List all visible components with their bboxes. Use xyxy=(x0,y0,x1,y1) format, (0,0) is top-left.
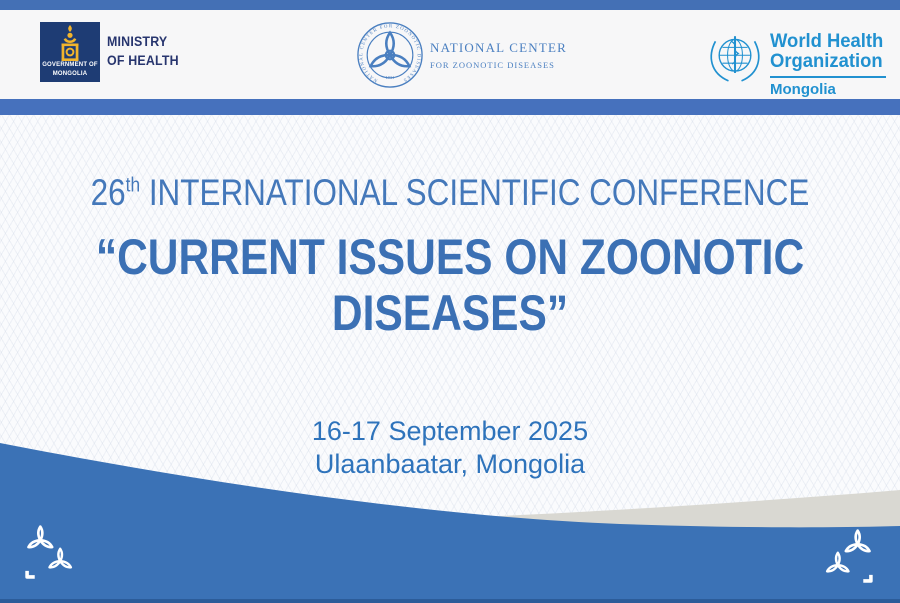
conference-number: 26 xyxy=(90,172,126,213)
who-emblem-icon xyxy=(706,32,764,86)
event-date: 16-17 September 2025 xyxy=(311,416,589,446)
nczd-name-line-2: FOR ZOONOTIC DISEASES xyxy=(430,60,555,70)
bottom-wave-graphic xyxy=(0,438,900,603)
event-location: Ulaanbaatar, Mongolia xyxy=(314,448,586,479)
caption-line-2: MONGOLIA xyxy=(52,71,88,77)
triquetra-knot-icon xyxy=(22,524,78,580)
theme-line-2: DISEASES” xyxy=(331,285,569,341)
conference-heading-rest: INTERNATIONAL SCIENTIFIC CONFERENCE xyxy=(140,172,810,213)
nczd-seal-icon xyxy=(356,21,424,89)
nczd-logo xyxy=(356,21,567,89)
ministry-name-line-2: OF HEALTH xyxy=(107,53,179,68)
logo-band xyxy=(0,10,900,99)
who-country: Mongolia xyxy=(770,81,836,99)
ministry-name xyxy=(107,33,179,71)
top-accent-bar xyxy=(0,0,900,10)
soyombo-icon xyxy=(57,25,83,63)
seal-ring-text: NATIONAL CENTER FOR ZOONOTIC DISEASES xyxy=(359,24,421,83)
caption-line-1: GOVERNMENT OF xyxy=(42,62,98,68)
who-divider-rule xyxy=(770,76,886,78)
header-divider-bar xyxy=(0,99,900,115)
who-name-line-1: World Health xyxy=(770,31,884,52)
conference-heading xyxy=(68,172,833,214)
seal-year: 1931 xyxy=(385,74,395,80)
who-logo xyxy=(706,32,887,98)
nczd-name xyxy=(430,40,567,70)
who-text-block xyxy=(770,32,887,98)
ministry-name-line-1: MINISTRY xyxy=(107,34,168,50)
government-emblem-tile xyxy=(40,22,100,82)
theme-line-1: “CURRENT ISSUES ON ZOONOTIC xyxy=(95,229,805,285)
government-emblem-caption xyxy=(40,61,100,79)
nczd-name-line-1: NATIONAL CENTER xyxy=(430,40,568,55)
ministry-of-health-logo xyxy=(40,22,185,82)
triquetra-knot-icon xyxy=(820,528,876,584)
conference-ordinal: th xyxy=(125,174,141,197)
conference-theme-title xyxy=(68,229,833,341)
who-name-line-2: Organization xyxy=(770,51,883,73)
who-name xyxy=(770,32,883,72)
